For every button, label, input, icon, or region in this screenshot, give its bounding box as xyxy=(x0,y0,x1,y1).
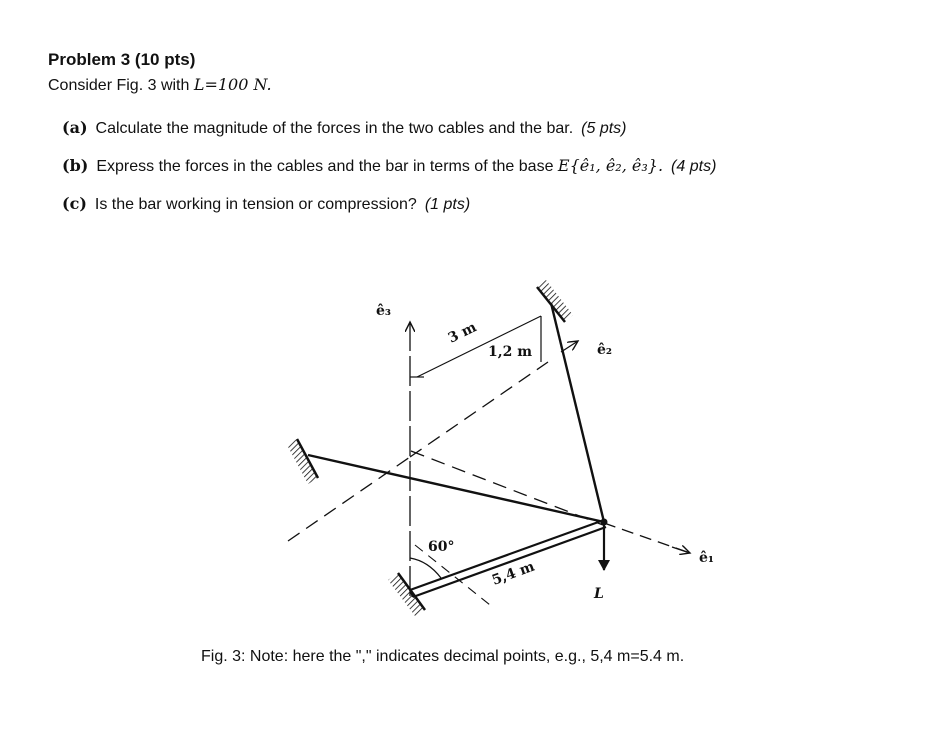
label-load: L xyxy=(594,586,604,602)
problem-title: Problem 3 (10 pts) xyxy=(48,50,196,69)
intro-prefix: Consider Fig. 3 with xyxy=(48,77,194,94)
label-3m: 3 m xyxy=(445,319,480,347)
part-b-text: Express the forces in the cables and the bar in terms of the base xyxy=(96,158,558,175)
label-e1: ê₁ xyxy=(699,550,715,566)
part-b-points: (4 pts) xyxy=(671,158,717,175)
part-c-text: Is the bar working in tension or compression? xyxy=(94,196,417,213)
e2-axis-dashed xyxy=(410,362,548,457)
angle-arc xyxy=(410,558,441,578)
label-1-2m: 1,2 m xyxy=(488,344,533,360)
e1-arrow xyxy=(672,547,690,553)
part-a-points: (5 pts) xyxy=(581,120,627,137)
part-a-text: Calculate the magnitude of the forces in the two cables and the bar. xyxy=(95,120,574,137)
part-c-label: (c) xyxy=(62,194,87,213)
label-e2: ê₂ xyxy=(597,342,613,358)
label-5-4m: 5,4 m xyxy=(489,558,537,589)
label-e3: ê₃ xyxy=(376,303,392,319)
figure-caption: Fig. 3: Note: here the "," indicates decimal points, e.g., 5,4 m=5.4 m. xyxy=(201,648,685,665)
bar xyxy=(410,520,606,597)
part-b-label: (b) xyxy=(62,156,89,175)
intro-load-value: L=100 N. xyxy=(193,75,272,94)
diagonal-dashed xyxy=(411,451,603,525)
part-c-points: (1 pts) xyxy=(424,196,471,213)
wall-support-left xyxy=(287,439,318,484)
cable-left xyxy=(308,455,604,522)
part-a-label: (a) xyxy=(62,118,88,137)
cable-right xyxy=(551,303,604,522)
part-b-basis: E{ê₁, ê₂, ê₃}. xyxy=(557,156,664,175)
label-angle: 60° xyxy=(428,539,455,555)
